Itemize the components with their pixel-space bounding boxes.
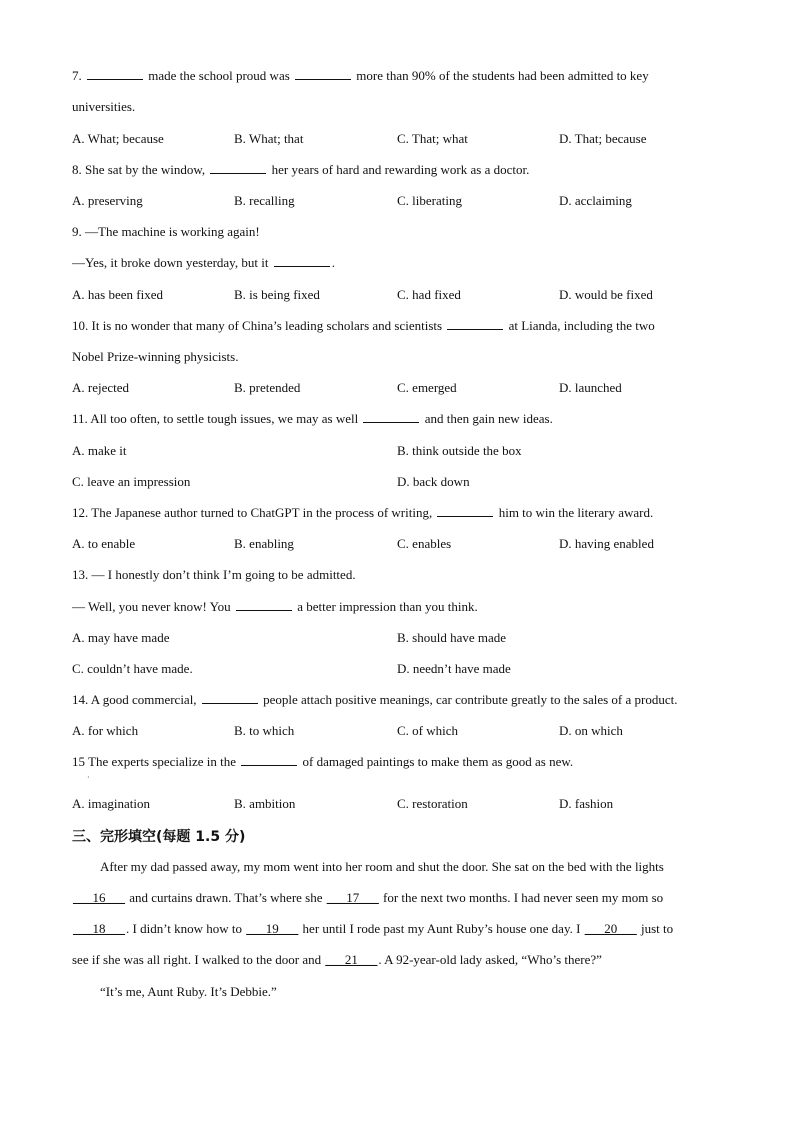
q10-option-d: D. launched bbox=[559, 380, 622, 395]
answer-blank bbox=[236, 598, 292, 611]
q9-option-a: A. has been fixed bbox=[72, 287, 163, 302]
passage-line-3: ___18___. I didn’t know how to ___19___ her until I rode past my Aunt Ruby’s house one day. I ___20___ just to bbox=[73, 921, 674, 936]
q11-option-a: A. make it bbox=[72, 443, 127, 458]
q13-option-d: D. needn’t have made bbox=[397, 661, 511, 676]
q12-option-a: A. to enable bbox=[72, 536, 136, 551]
question-14: 14. A good commercial, people attach positive meanings, car contribute greatly to the sales of a product. bbox=[72, 692, 678, 707]
question-12: 12. The Japanese author turned to ChatGPT in the process of writing, him to win the literary award. bbox=[72, 505, 654, 520]
q13-option-c: C. couldn’t have made. bbox=[72, 661, 193, 676]
answer-blank bbox=[295, 67, 351, 80]
q8-option-a: A. preserving bbox=[72, 193, 143, 208]
q7-option-d: D. That; because bbox=[559, 131, 647, 146]
question-13-line-1: 13. — I honestly don’t think I’m going to be admitted. bbox=[72, 567, 356, 582]
answer-blank bbox=[437, 504, 493, 517]
q10-option-a: A. rejected bbox=[72, 380, 130, 395]
q11-option-c: C. leave an impression bbox=[72, 474, 191, 489]
q15-option-b: B. ambition bbox=[234, 796, 296, 811]
question-10-line-1: 10. It is no wonder that many of China’s leading scholars and scientists at Lianda, including the two bbox=[72, 318, 655, 333]
question-8: 8. She sat by the window, her years of hard and rewarding work as a doctor. bbox=[72, 162, 530, 177]
question-9-line-1: 9. —The machine is working again! bbox=[72, 224, 260, 239]
q7-option-b: B. What; that bbox=[234, 131, 304, 146]
q12-option-d: D. having enabled bbox=[559, 536, 654, 551]
q10-option-b: B. pretended bbox=[234, 380, 301, 395]
q7-option-a: A. What; because bbox=[72, 131, 164, 146]
q9-option-d: D. would be fixed bbox=[559, 287, 653, 302]
q11-option-d: D. back down bbox=[397, 474, 470, 489]
q10-option-c: C. emerged bbox=[397, 380, 457, 395]
q12-option-c: C. enables bbox=[397, 536, 452, 551]
passage-line-1: After my dad passed away, my mom went into her room and shut the door. She sat on the bed with the lights bbox=[100, 859, 664, 874]
q14-option-c: C. of which bbox=[397, 723, 459, 738]
question-11: 11. All too often, to settle tough issues, we may as well and then gain new ideas. bbox=[72, 411, 553, 426]
question-10-line-2: Nobel Prize-winning physicists. bbox=[72, 349, 239, 364]
q8-option-b: B. recalling bbox=[234, 193, 295, 208]
answer-blank bbox=[363, 410, 419, 423]
answer-blank bbox=[210, 161, 266, 174]
q15-option-a: A. imagination bbox=[72, 796, 150, 811]
question-7-line-1: 7. made the school proud was more than 90% of the students had been admitted to key bbox=[72, 68, 649, 83]
q7-option-c: C. That; what bbox=[397, 131, 468, 146]
q13-option-b: B. should have made bbox=[397, 630, 507, 645]
passage-line-4: see if she was all right. I walked to the door and ___21___. A 92-year-old lady asked, “Who’s there?” bbox=[72, 952, 602, 967]
q9-option-c: C. had fixed bbox=[397, 287, 461, 302]
cloze-blank-19: ___19___ bbox=[246, 921, 299, 936]
answer-blank bbox=[241, 753, 297, 766]
question-7-line-2: universities. bbox=[72, 99, 136, 114]
q15-option-d: D. fashion bbox=[559, 796, 614, 811]
stray-dot: · bbox=[87, 773, 90, 782]
cloze-blank-17: ___17___ bbox=[326, 890, 379, 905]
cloze-blank-18: ___18___ bbox=[73, 921, 125, 936]
passage-line-2: ___16___ and curtains drawn. That’s where she ___17___ for the next two months. I had never seen my mom so bbox=[73, 890, 664, 905]
q8-option-c: C. liberating bbox=[397, 193, 462, 208]
q13-option-a: A. may have made bbox=[72, 630, 170, 645]
answer-blank bbox=[87, 67, 143, 80]
q14-option-d: D. on which bbox=[559, 723, 623, 738]
cloze-blank-21: ___21___ bbox=[325, 952, 378, 967]
question-15: 15 The experts specialize in the of damaged paintings to make them as good as new. bbox=[72, 754, 574, 769]
answer-blank bbox=[274, 254, 330, 267]
q15-option-c: C. restoration bbox=[397, 796, 468, 811]
question-9-line-2: —Yes, it broke down yesterday, but it . bbox=[72, 255, 335, 270]
q9-option-b: B. is being fixed bbox=[234, 287, 320, 302]
section-heading: 三、完形填空(每题 1.5 分) bbox=[72, 829, 246, 845]
q12-option-b: B. enabling bbox=[234, 536, 294, 551]
q11-option-b: B. think outside the box bbox=[397, 443, 522, 458]
answer-blank bbox=[447, 317, 503, 330]
passage-line-5: “It’s me, Aunt Ruby. It’s Debbie.” bbox=[100, 984, 277, 999]
q14-option-b: B. to which bbox=[234, 723, 295, 738]
q8-option-d: D. acclaiming bbox=[559, 193, 632, 208]
cloze-blank-20: ___20___ bbox=[584, 921, 637, 936]
question-13-line-2: — Well, you never know! You a better impression than you think. bbox=[72, 599, 478, 614]
q14-option-a: A. for which bbox=[72, 723, 139, 738]
cloze-blank-16: ___16___ bbox=[73, 890, 125, 905]
answer-blank bbox=[202, 691, 258, 704]
